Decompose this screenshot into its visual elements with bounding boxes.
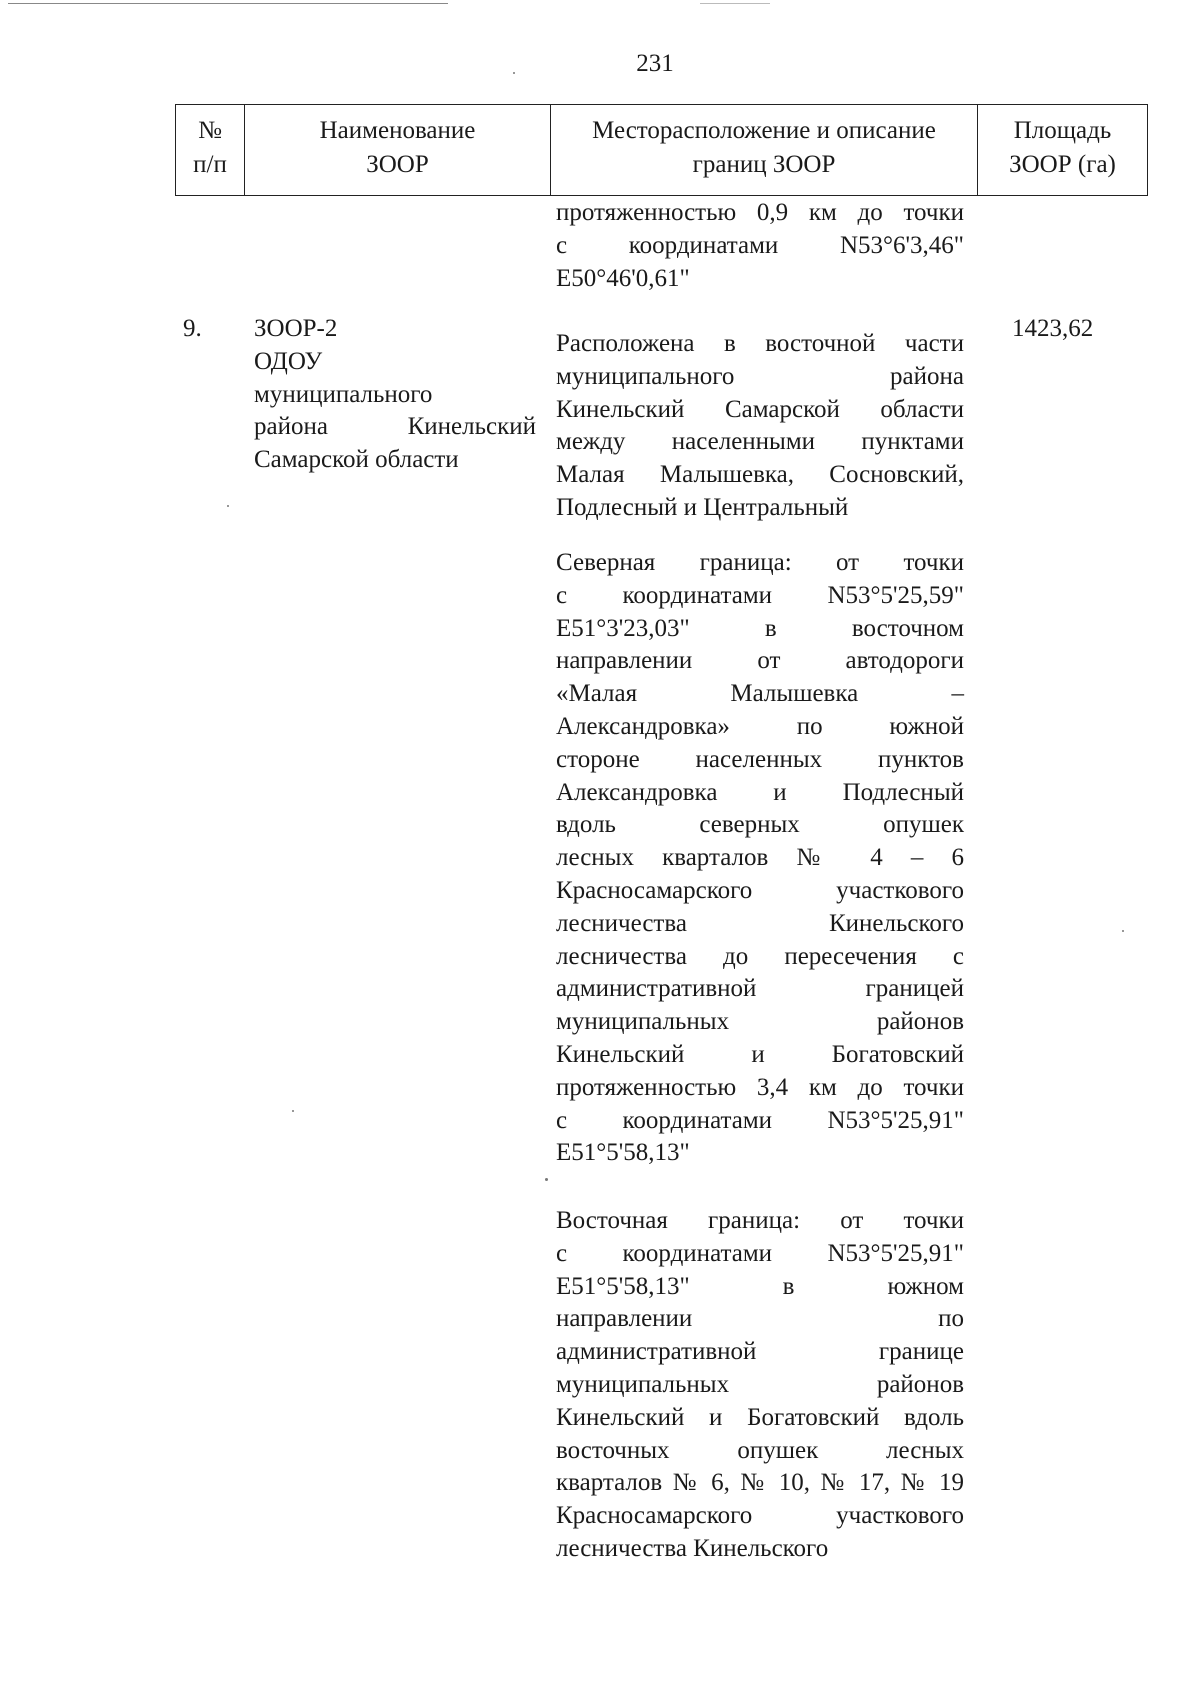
description-line bbox=[556, 613, 964, 646]
description-line-text: муниципального района bbox=[556, 362, 964, 390]
description-line-text: восточных опушек лесных bbox=[556, 1436, 964, 1464]
header-location-line: Месторасположение и описание bbox=[592, 117, 936, 144]
description-line-text: муниципальных районов bbox=[556, 1008, 964, 1036]
description-line-text: с координатами N53°5'25,91" bbox=[556, 1239, 964, 1267]
row-area: 1423,62 bbox=[1012, 315, 1094, 342]
scan-speck bbox=[545, 1178, 548, 1181]
description-line bbox=[556, 197, 964, 230]
description-line-text: E50°46'0,61" bbox=[556, 264, 690, 292]
description-line-text: административной границе bbox=[556, 1338, 964, 1366]
description-line bbox=[556, 678, 964, 711]
description-line bbox=[556, 645, 964, 678]
description-line bbox=[556, 1467, 964, 1500]
description-line bbox=[556, 263, 964, 296]
description-line-text: с координатами N53°6'3,46" bbox=[556, 231, 964, 259]
description-line-text: с координатами N53°5'25,91" bbox=[556, 1106, 964, 1134]
description-line-text: Кинельский и Богатовский вдоль bbox=[556, 1403, 964, 1431]
row-name-line: ЗООР-2 bbox=[254, 315, 338, 342]
description-line bbox=[556, 875, 964, 908]
description-line bbox=[556, 777, 964, 810]
header-area bbox=[978, 105, 1148, 196]
description-line bbox=[556, 1435, 964, 1468]
description-line-text: административной границей bbox=[556, 975, 964, 1003]
description-line bbox=[556, 547, 964, 580]
description-line-text: Подлесный и Центральный bbox=[556, 493, 849, 521]
description-line bbox=[556, 908, 964, 941]
continued-description bbox=[556, 197, 964, 295]
description-line bbox=[556, 361, 964, 394]
description-line-text: вдоль северных опушек bbox=[556, 811, 964, 839]
header-name-line: ЗООР bbox=[366, 151, 429, 178]
description-line-text: направлении от автодороги bbox=[556, 647, 964, 675]
row-name bbox=[254, 313, 536, 477]
description-line-text: Красносамарского участкового bbox=[556, 1502, 964, 1530]
description-line-text: Малая Малышевка, Сосновский, bbox=[556, 461, 964, 489]
description-line bbox=[556, 1500, 964, 1533]
row-number: 9. bbox=[183, 315, 202, 342]
description-line bbox=[556, 426, 964, 459]
description-line bbox=[556, 1369, 964, 1402]
description-line bbox=[556, 1205, 964, 1238]
description-line-text: E51°3'23,03" в восточном bbox=[556, 614, 964, 642]
description-line bbox=[556, 394, 964, 427]
description-line-text: между населенными пунктами bbox=[556, 428, 964, 456]
description-line bbox=[556, 842, 964, 875]
description-line bbox=[556, 1105, 964, 1138]
description-line-text: Кинельский и Богатовский bbox=[556, 1040, 964, 1068]
description-line-text: «Малая Малышевка – bbox=[556, 680, 964, 708]
row-name-line: ОДОУ bbox=[254, 347, 323, 375]
row-name-line: района Кинельский bbox=[254, 413, 536, 441]
description-line bbox=[556, 1402, 964, 1435]
header-name-line: Наименование bbox=[319, 117, 476, 144]
description-line bbox=[556, 1303, 964, 1336]
description-line bbox=[556, 1238, 964, 1271]
description-line-text: Северная граница: от точки bbox=[556, 549, 964, 576]
description-line-text: стороне населенных пунктов bbox=[556, 745, 964, 773]
description-line bbox=[556, 1072, 964, 1105]
header-num bbox=[176, 105, 245, 196]
description-line-text: с координатами N53°5'25,59" bbox=[556, 581, 964, 609]
header-location bbox=[551, 105, 978, 196]
scan-edge-line bbox=[8, 3, 448, 4]
description-line bbox=[556, 1533, 964, 1566]
location-intro bbox=[556, 328, 964, 525]
scan-speck bbox=[292, 1110, 294, 1112]
description-line-text: муниципальных районов bbox=[556, 1370, 964, 1398]
description-line-text: Красносамарского участкового bbox=[556, 876, 964, 904]
description-line bbox=[556, 809, 964, 842]
description-line bbox=[556, 1039, 964, 1072]
row-name-line: муниципального bbox=[254, 380, 433, 408]
description-line bbox=[556, 492, 964, 525]
north-border-description bbox=[556, 547, 964, 1170]
description-line bbox=[556, 580, 964, 613]
description-line-text: направлении по bbox=[556, 1305, 964, 1333]
header-name bbox=[245, 105, 551, 196]
description-line-text: кварталов № 6, № 10, № 17, № 19 bbox=[556, 1469, 964, 1497]
header-num-line: п/п bbox=[193, 151, 227, 178]
description-line-text: Восточная граница: от точки bbox=[556, 1207, 964, 1234]
description-line-text: лесных кварталов № 4 – 6 bbox=[556, 844, 964, 872]
scan-speck bbox=[1122, 930, 1124, 932]
description-line-text: лесничества Кинельского bbox=[556, 909, 964, 937]
description-line bbox=[556, 1336, 964, 1369]
scan-speck bbox=[513, 72, 515, 74]
description-line-text: Расположена в восточной части bbox=[556, 330, 964, 357]
table-header bbox=[175, 104, 1148, 196]
header-location-line: границ ЗООР bbox=[692, 151, 836, 178]
description-line-text: E51°5'58,13" в южном bbox=[556, 1272, 964, 1300]
row-name-line: Самарской области bbox=[254, 446, 459, 474]
description-line bbox=[556, 973, 964, 1006]
description-line-text: Александровка» по южной bbox=[556, 712, 964, 740]
description-line-text: лесничества до пересечения с bbox=[556, 942, 964, 970]
scan-edge-line bbox=[700, 3, 770, 4]
description-line-text: лесничества Кинельского bbox=[556, 1534, 829, 1562]
description-line-text: протяженностью 3,4 км до точки bbox=[556, 1073, 964, 1101]
description-line bbox=[556, 941, 964, 974]
header-area-line: ЗООР (га) bbox=[1009, 151, 1116, 178]
description-line bbox=[556, 459, 964, 492]
header-area-line: Площадь bbox=[1013, 117, 1112, 144]
header-num-line: № bbox=[198, 117, 222, 144]
description-line-text: E51°5'58,13" bbox=[556, 1139, 690, 1167]
description-line bbox=[556, 711, 964, 744]
description-line bbox=[556, 230, 964, 263]
description-line bbox=[556, 1271, 964, 1304]
description-line bbox=[556, 328, 964, 361]
description-line-text: протяженностью 0,9 км до точки bbox=[556, 199, 964, 226]
description-line-text: Александровка и Подлесный bbox=[556, 778, 964, 806]
page-number: 231 bbox=[636, 50, 674, 77]
east-border-description bbox=[556, 1205, 964, 1566]
description-line bbox=[556, 1137, 964, 1170]
description-line-text: Кинельский Самарской области bbox=[556, 395, 964, 423]
scan-speck bbox=[227, 505, 229, 507]
description-line bbox=[556, 1006, 964, 1039]
description-line bbox=[556, 744, 964, 777]
